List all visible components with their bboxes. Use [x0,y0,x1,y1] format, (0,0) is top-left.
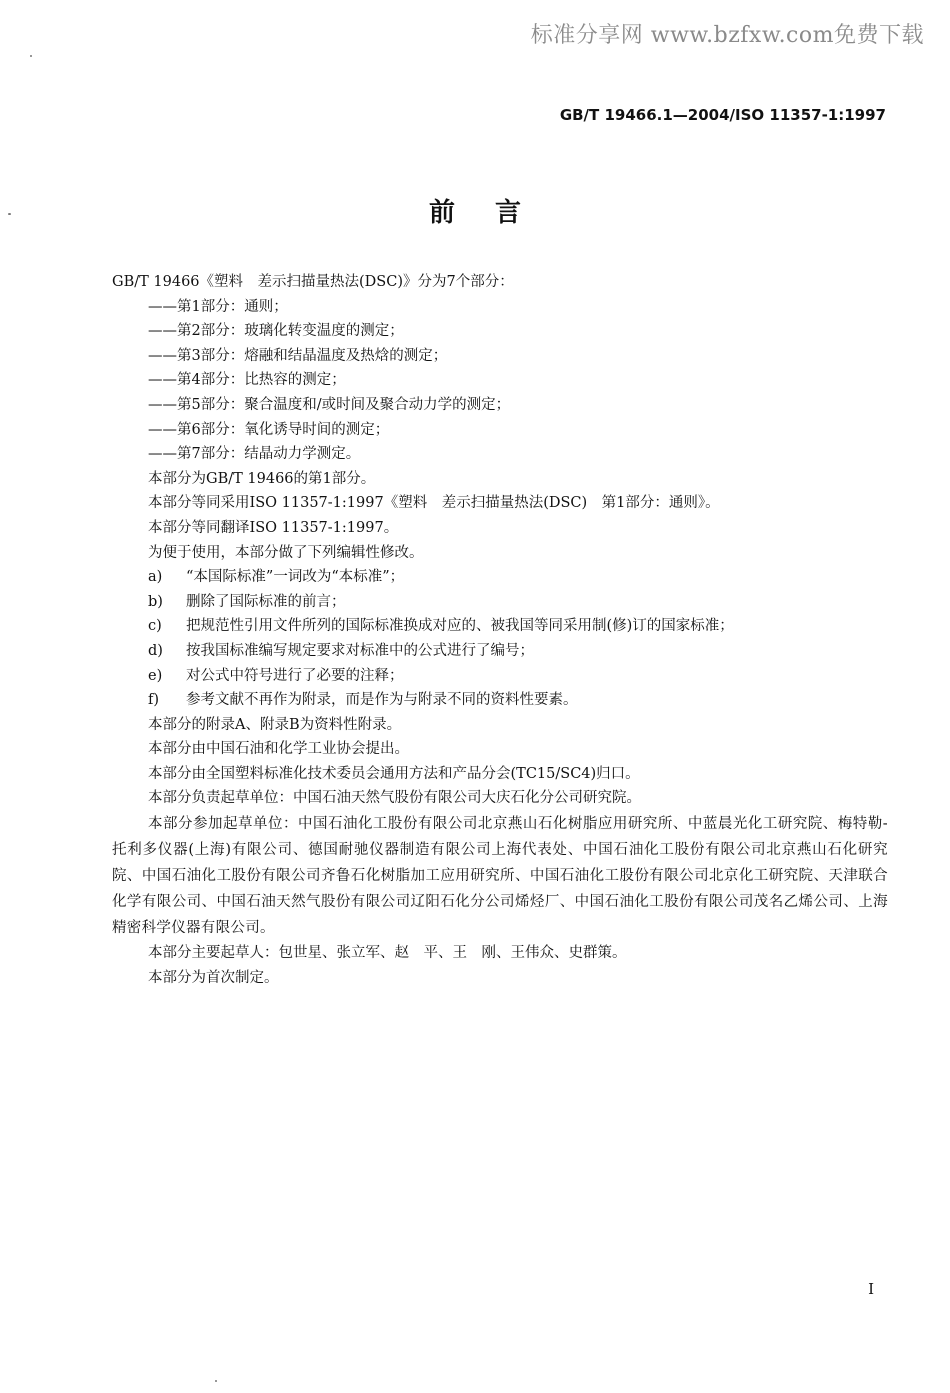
watermark: 标准分享网 www.bzfxw.com免费下载 [530,23,924,48]
statement-line: 本部分等同采用ISO 11357-1:1997《塑料 差示扫描量热法(DSC) 第1部分：通则》。 [148,495,720,512]
page-title: 前言 [428,198,561,228]
scan-speck [215,1380,217,1382]
list-item: ——第6部分：氧化诱导时间的测定； [148,421,390,438]
list-marker: e) [148,667,163,684]
scan-speck [30,55,32,57]
list-marker: b) [148,593,163,610]
statement-line: 本部分等同翻译ISO 11357-1:1997。 [148,519,399,536]
list-text: 参考文献不再作为附录，而是作为与附录不同的资料性要素。 [186,692,578,709]
closing-line: 本部分的附录A、附录B为资料性附录。 [148,716,402,733]
list-marker: a) [148,569,163,586]
list-text: 对公式中符号进行了必要的注释； [186,667,404,684]
statement-line: 为便于使用，本部分做了下列编辑性修改。 [148,544,424,561]
list-marker: c) [148,618,162,635]
list-item [112,590,888,615]
scan-speck [8,213,11,215]
list-item [112,664,888,689]
list-text: 按我国标准编写规定要求对标准中的公式进行了编号； [186,642,534,659]
list-item [112,639,888,664]
closing-line: 本部分负责起草单位：中国石油天然气股份有限公司大庆石化分公司研究院。 [148,790,641,807]
list-item: ——第2部分：玻璃化转变温度的测定； [148,323,404,340]
document-body [112,270,888,990]
participants-paragraph: 本部分参加起草单位：中国石油化工股份有限公司北京燕山石化树脂应用研究所、中蓝晨光化工研究院、梅特勒-托利多仪器(上海)有限公司、德国耐驰仪器制造有限公司上海代表处、中国石油化工股份有限公司北京燕山石化研究院、中国石油化工股份有限公司齐鲁石化树脂加工应用研究所、中国石油化工股份有限公司北京化工研究院、天津联合化学有限公司、中国石油天然气股份有限公司辽阳石化分公司烯烃厂、中国石油化工股份有限公司茂名乙烯公司、上海精密科学仪器有限公司。 [112,816,888,937]
list-item: ——第4部分：比热容的测定； [148,372,346,389]
list-item [112,614,888,639]
list-text: 把规范性引用文件所列的国际标准换成对应的、被我国等同采用制(修)订的国家标准； [186,618,734,635]
list-item: ——第7部分：结晶动力学测定。 [148,446,361,463]
list-item: ——第5部分：聚合温度和/或时间及聚合动力学的测定； [148,396,511,413]
standard-number: GB/T 19466.1—2004/ISO 11357-1:1997 [559,106,886,124]
page-number: I [868,1280,874,1298]
drafters-line: 本部分主要起草人：包世星、张立军、赵 平、王 刚、王伟众、史群策。 [148,945,627,962]
edits-list [112,565,888,713]
closing-line: 本部分由中国石油和化学工业协会提出。 [148,741,409,758]
closing-line: 本部分由全国塑料标准化技术委员会通用方法和产品分会(TC15/SC4)归口。 [148,765,640,782]
list-marker: f) [148,692,160,709]
list-text: 删除了国际标准的前言； [186,593,346,610]
intro-line: GB/T 19466《塑料 差示扫描量热法(DSC)》分为7个部分： [112,274,514,290]
list-item [112,688,888,713]
parts-list [112,295,888,467]
list-text: “本国际标准”一词改为“本标准”； [186,569,405,586]
list-item [112,565,888,590]
list-item: ——第1部分：通则； [148,298,288,315]
list-marker: d) [148,642,163,659]
list-item: ——第3部分：熔融和结晶温度及热焓的测定； [148,347,448,364]
statement-line: 本部分为GB/T 19466的第1部分。 [148,470,376,487]
first-edition-line: 本部分为首次制定。 [148,969,279,986]
